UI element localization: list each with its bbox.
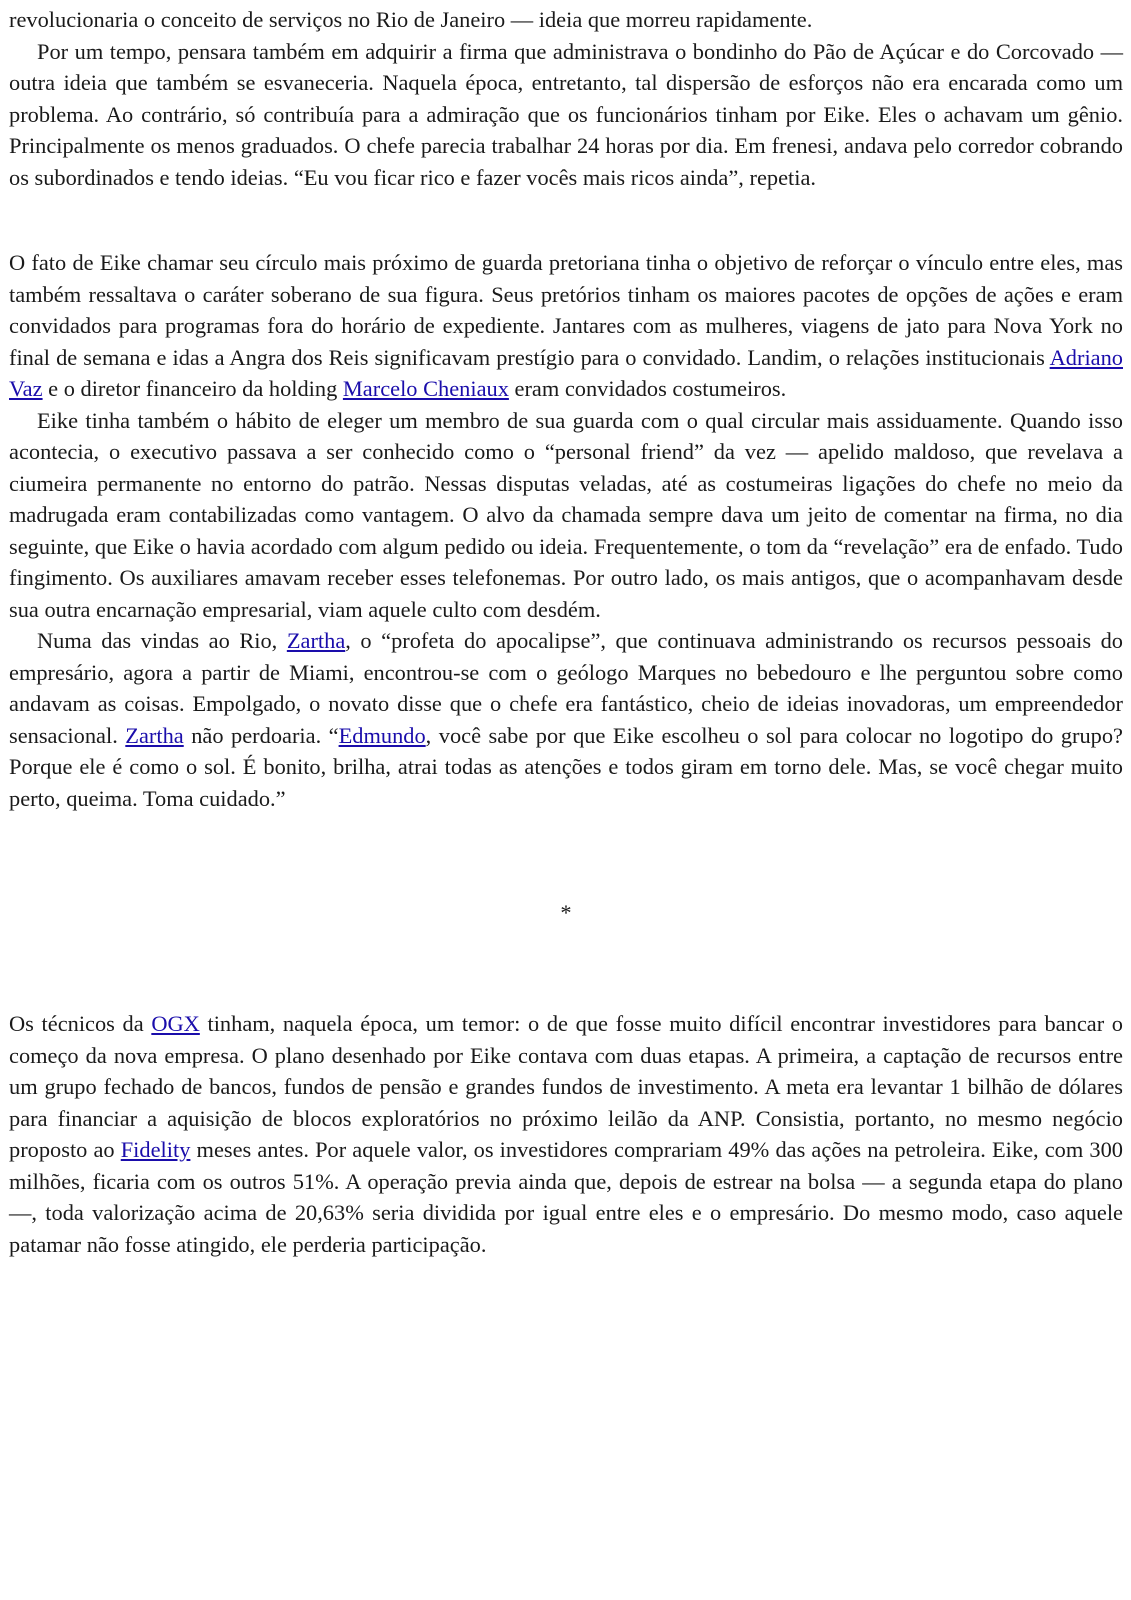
link-marcelo-cheniaux[interactable]: Marcelo Cheniaux <box>342 376 509 401</box>
paragraph-text: Os técnicos da <box>9 1011 152 1036</box>
link-fidelity[interactable]: Fidelity <box>120 1137 191 1162</box>
paragraph-guarda-pretoriana <box>9 247 1123 405</box>
link-zartha[interactable]: Zartha <box>286 628 346 653</box>
paragraph-text: não perdoaria. “ <box>183 722 339 748</box>
paragraph-text: meses antes. Por aquele valor, os investidores comprariam 49% das ações na petroleira. Eike, com 300 milhões, ficaria com os outros 51%. A operação previa ainda que, depois de estrear na bolsa — a segunda etapa do plano —, toda valorização acima de 20,63% seria dividida por igual entre eles e o empresário. Do mesmo modo, caso aquele patamar não fosse atingido, ele perderia participação. <box>9 1137 1123 1257</box>
paragraph-continuation <box>9 4 1123 36</box>
paragraph-zartha <box>9 625 1123 814</box>
link-zartha-2[interactable]: Zartha <box>125 722 184 748</box>
paragraph-text: Eike tinha também o hábito de eleger um membro de sua guarda com o qual circular mais assiduamente. Quando isso acontecia, o executivo passava a ser conhecido como o “personal friend” da vez — apelido maldoso, que revelava a ciumeira permanente no entorno do patrão. Nessas disputas veladas, até as costumeiras ligações do chefe no meio da madrugada eram contabilizadas como vantagem. O alvo da chamada sempre dava um jeito de comentar na firma, no dia seguinte, que Eike o havia acordado com algum pedido ou ideia. Frequentemente, o tom da “revelação” era de enfado. Tudo fingimento. Os auxiliares amavam receber esses telefonemas. Por outro lado, os mais antigos, que o acompanhavam desde sua outra encarnação empresarial, viam aquele culto com desdém. <box>9 407 1123 622</box>
paragraph-text: , o “profeta do apocalipse”, que continuava administrando os recursos pessoais do empresário, agora a partir de Miami, encontrou-se com o geólogo Marques no bebedouro e lhe perguntou sobre como andavam as coisas. Empolgado, o novato disse que o chefe era fantástico, cheio de ideias inovadoras, um empreendedor sensacional. <box>9 628 1123 748</box>
link-adriano-vaz[interactable]: Adriano Vaz <box>9 344 1123 401</box>
paragraph-text: , você sabe por que Eike escolheu o sol para colocar no logotipo do grupo? Porque ele é como o sol. É bonito, brilha, atrai todas as atenções e todos giram em torno dele. Mas, se você chegar muito perto, queima. Toma cuidado.” <box>9 722 1123 811</box>
link-edmundo[interactable]: Edmundo <box>338 722 426 748</box>
paragraph-text: e o diretor financeiro da holding <box>42 376 343 401</box>
paragraph-text: O fato de Eike chamar seu círculo mais próximo de guarda pretoriana tinha o objetivo de reforçar o vínculo entre eles, mas também ressaltava o caráter soberano de sua figura. Seus pretórios tinham os maiores pacotes de opções de ações e eram convidados para programas fora do horário de expediente. Jantares com as mulheres, viagens de jato para Nova York no final de semana e idas a Angra dos Reis significavam prestígio para o convidado. Landim, o relações institucionais <box>9 250 1123 370</box>
paragraph-personal-friend <box>9 405 1123 626</box>
link-ogx[interactable]: OGX <box>151 1011 200 1036</box>
section-separator: * <box>560 900 572 925</box>
paragraph-text: Por um tempo, pensara também em adquirir a firma que administrava o bondinho do Pão de Açúcar e do Corcovado — outra ideia que também se esvaneceria. Naquela época, entretanto, tal dispersão de esforços não era encarada como um problema. Ao contrário, só contribuía para a admiração que os funcionários tinham por Eike. Eles o achavam um gênio. Principalmente os menos graduados. O chefe parecia trabalhar 24 horas por dia. Em frenesi, andava pelo corredor cobrando os subordinados e tendo ideias. “Eu vou ficar rico e fazer vocês mais ricos ainda”, repetia. <box>9 38 1123 190</box>
paragraph-ogx <box>9 1008 1123 1260</box>
document-page <box>9 4 1123 1260</box>
paragraph-text: tinham, naquela época, um temor: o de que fosse muito difícil encontrar investidores para bancar o começo da nova empresa. O plano desenhado por Eike contava com duas etapas. A primeira, a captação de recursos entre um grupo fechado de bancos, fundos de pensão e grandes fundos de investimento. A meta era levantar 1 bilhão de dólares para financiar a aquisição de blocos exploratórios no próximo leilão da ANP. Consistia, portanto, no mesmo negócio proposto ao <box>9 1011 1123 1162</box>
paragraph-text: Numa das vindas ao Rio, <box>37 628 287 653</box>
paragraph-text: eram convidados costumeiros. <box>508 376 787 401</box>
paragraph-bondinho <box>9 36 1123 194</box>
paragraph-text: revolucionaria o conceito de serviços no Rio de Janeiro — ideia que morreu rapidamente. <box>9 7 813 32</box>
